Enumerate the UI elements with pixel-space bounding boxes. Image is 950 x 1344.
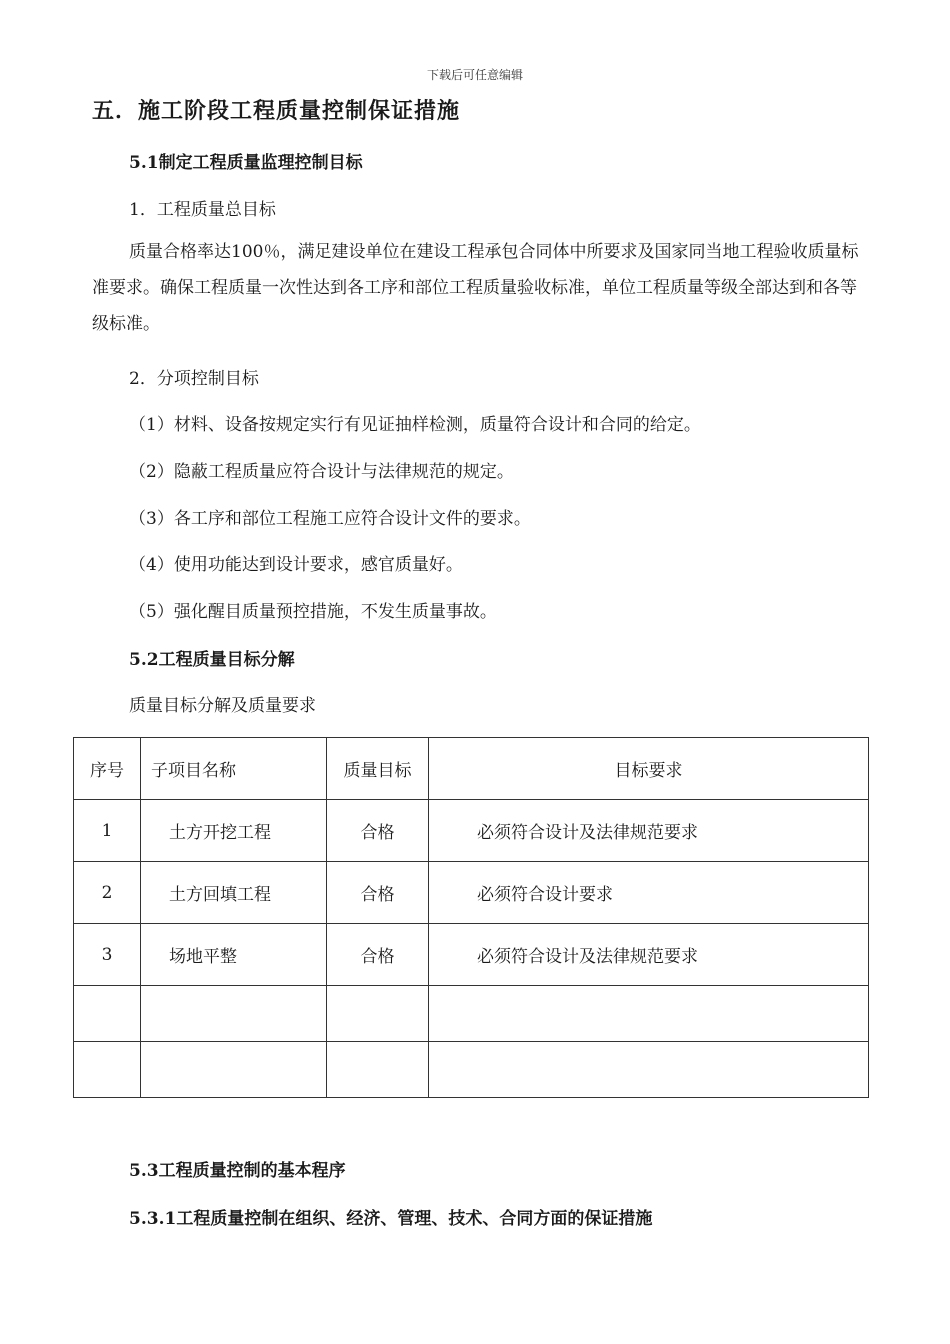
cell-no: 2: [74, 862, 141, 924]
header-goal: 质量目标: [327, 738, 429, 800]
cell-goal: 合格: [327, 862, 429, 924]
cell-goal: [327, 986, 429, 1042]
table-row: [74, 800, 869, 862]
cell-no: 3: [74, 924, 141, 986]
sub-item-5: （5）强化醒目质量预控措施，不发生质量事故。: [129, 602, 497, 622]
table-row: [74, 924, 869, 986]
cell-name: 土方开挖工程: [141, 800, 327, 862]
quality-goals-table: [73, 737, 869, 1098]
sub-item-1: （1）材料、设备按规定实行有见证抽样检测，质量符合设计和合同的给定。: [129, 415, 701, 435]
cell-requirement: 必须符合设计及法律规范要求: [429, 800, 869, 862]
cell-goal: 合格: [327, 924, 429, 986]
sub-item-2: （2）隐蔽工程质量应符合设计与法律规范的规定。: [129, 462, 514, 482]
cell-no: [74, 1042, 141, 1098]
cell-no: [74, 986, 141, 1042]
section-title: 五．施工阶段工程质量控制保证措施: [92, 98, 461, 124]
subsection-5-2-title: 5.2工程质量目标分解: [129, 650, 295, 670]
cell-name: 土方回填工程: [141, 862, 327, 924]
sub-item-4: （4）使用功能达到设计要求，感官质量好。: [129, 555, 463, 575]
cell-name: 场地平整: [141, 924, 327, 986]
cell-name: [141, 1042, 327, 1098]
cell-requirement: 必须符合设计要求: [429, 862, 869, 924]
cell-goal: [327, 1042, 429, 1098]
cell-name: [141, 986, 327, 1042]
subsection-5-3-title: 5.3工程质量控制的基本程序: [129, 1161, 346, 1181]
cell-requirement: [429, 986, 869, 1042]
header-requirement: 目标要求: [429, 738, 869, 800]
item-2-title: 2．分项控制目标: [129, 369, 259, 389]
header-name: 子项目名称: [141, 738, 327, 800]
table-row-empty: [74, 986, 869, 1042]
cell-no: 1: [74, 800, 141, 862]
cell-requirement: [429, 1042, 869, 1098]
table-header-row: [74, 738, 869, 800]
sub-item-3: （3）各工序和部位工程施工应符合设计文件的要求。: [129, 509, 531, 529]
table-row: [74, 862, 869, 924]
header-note: 下载后可任意编辑: [426, 68, 523, 82]
item-1-title: 1．工程质量总目标: [129, 200, 276, 220]
cell-goal: 合格: [327, 800, 429, 862]
subsection-5-3-1-title: 5.3.1工程质量控制在组织、经济、管理、技术、合同方面的保证措施: [129, 1209, 653, 1229]
subsection-5-1-title: 5.1制定工程质量监理控制目标: [129, 153, 363, 173]
table-caption: 质量目标分解及质量要求: [129, 696, 316, 716]
header-no: 序号: [74, 738, 141, 800]
table-row-empty: [74, 1042, 869, 1098]
cell-requirement: 必须符合设计及法律规范要求: [429, 924, 869, 986]
item-1-paragraph: 质量合格率达100％，满足建设单位在建设工程承包合同体中所要求及国家同当地工程验收质量标准要求。确保工程质量一次性达到各工序和部位工程质量验收标准，单位工程质量等级全部达到和各等级标准。: [92, 242, 859, 334]
